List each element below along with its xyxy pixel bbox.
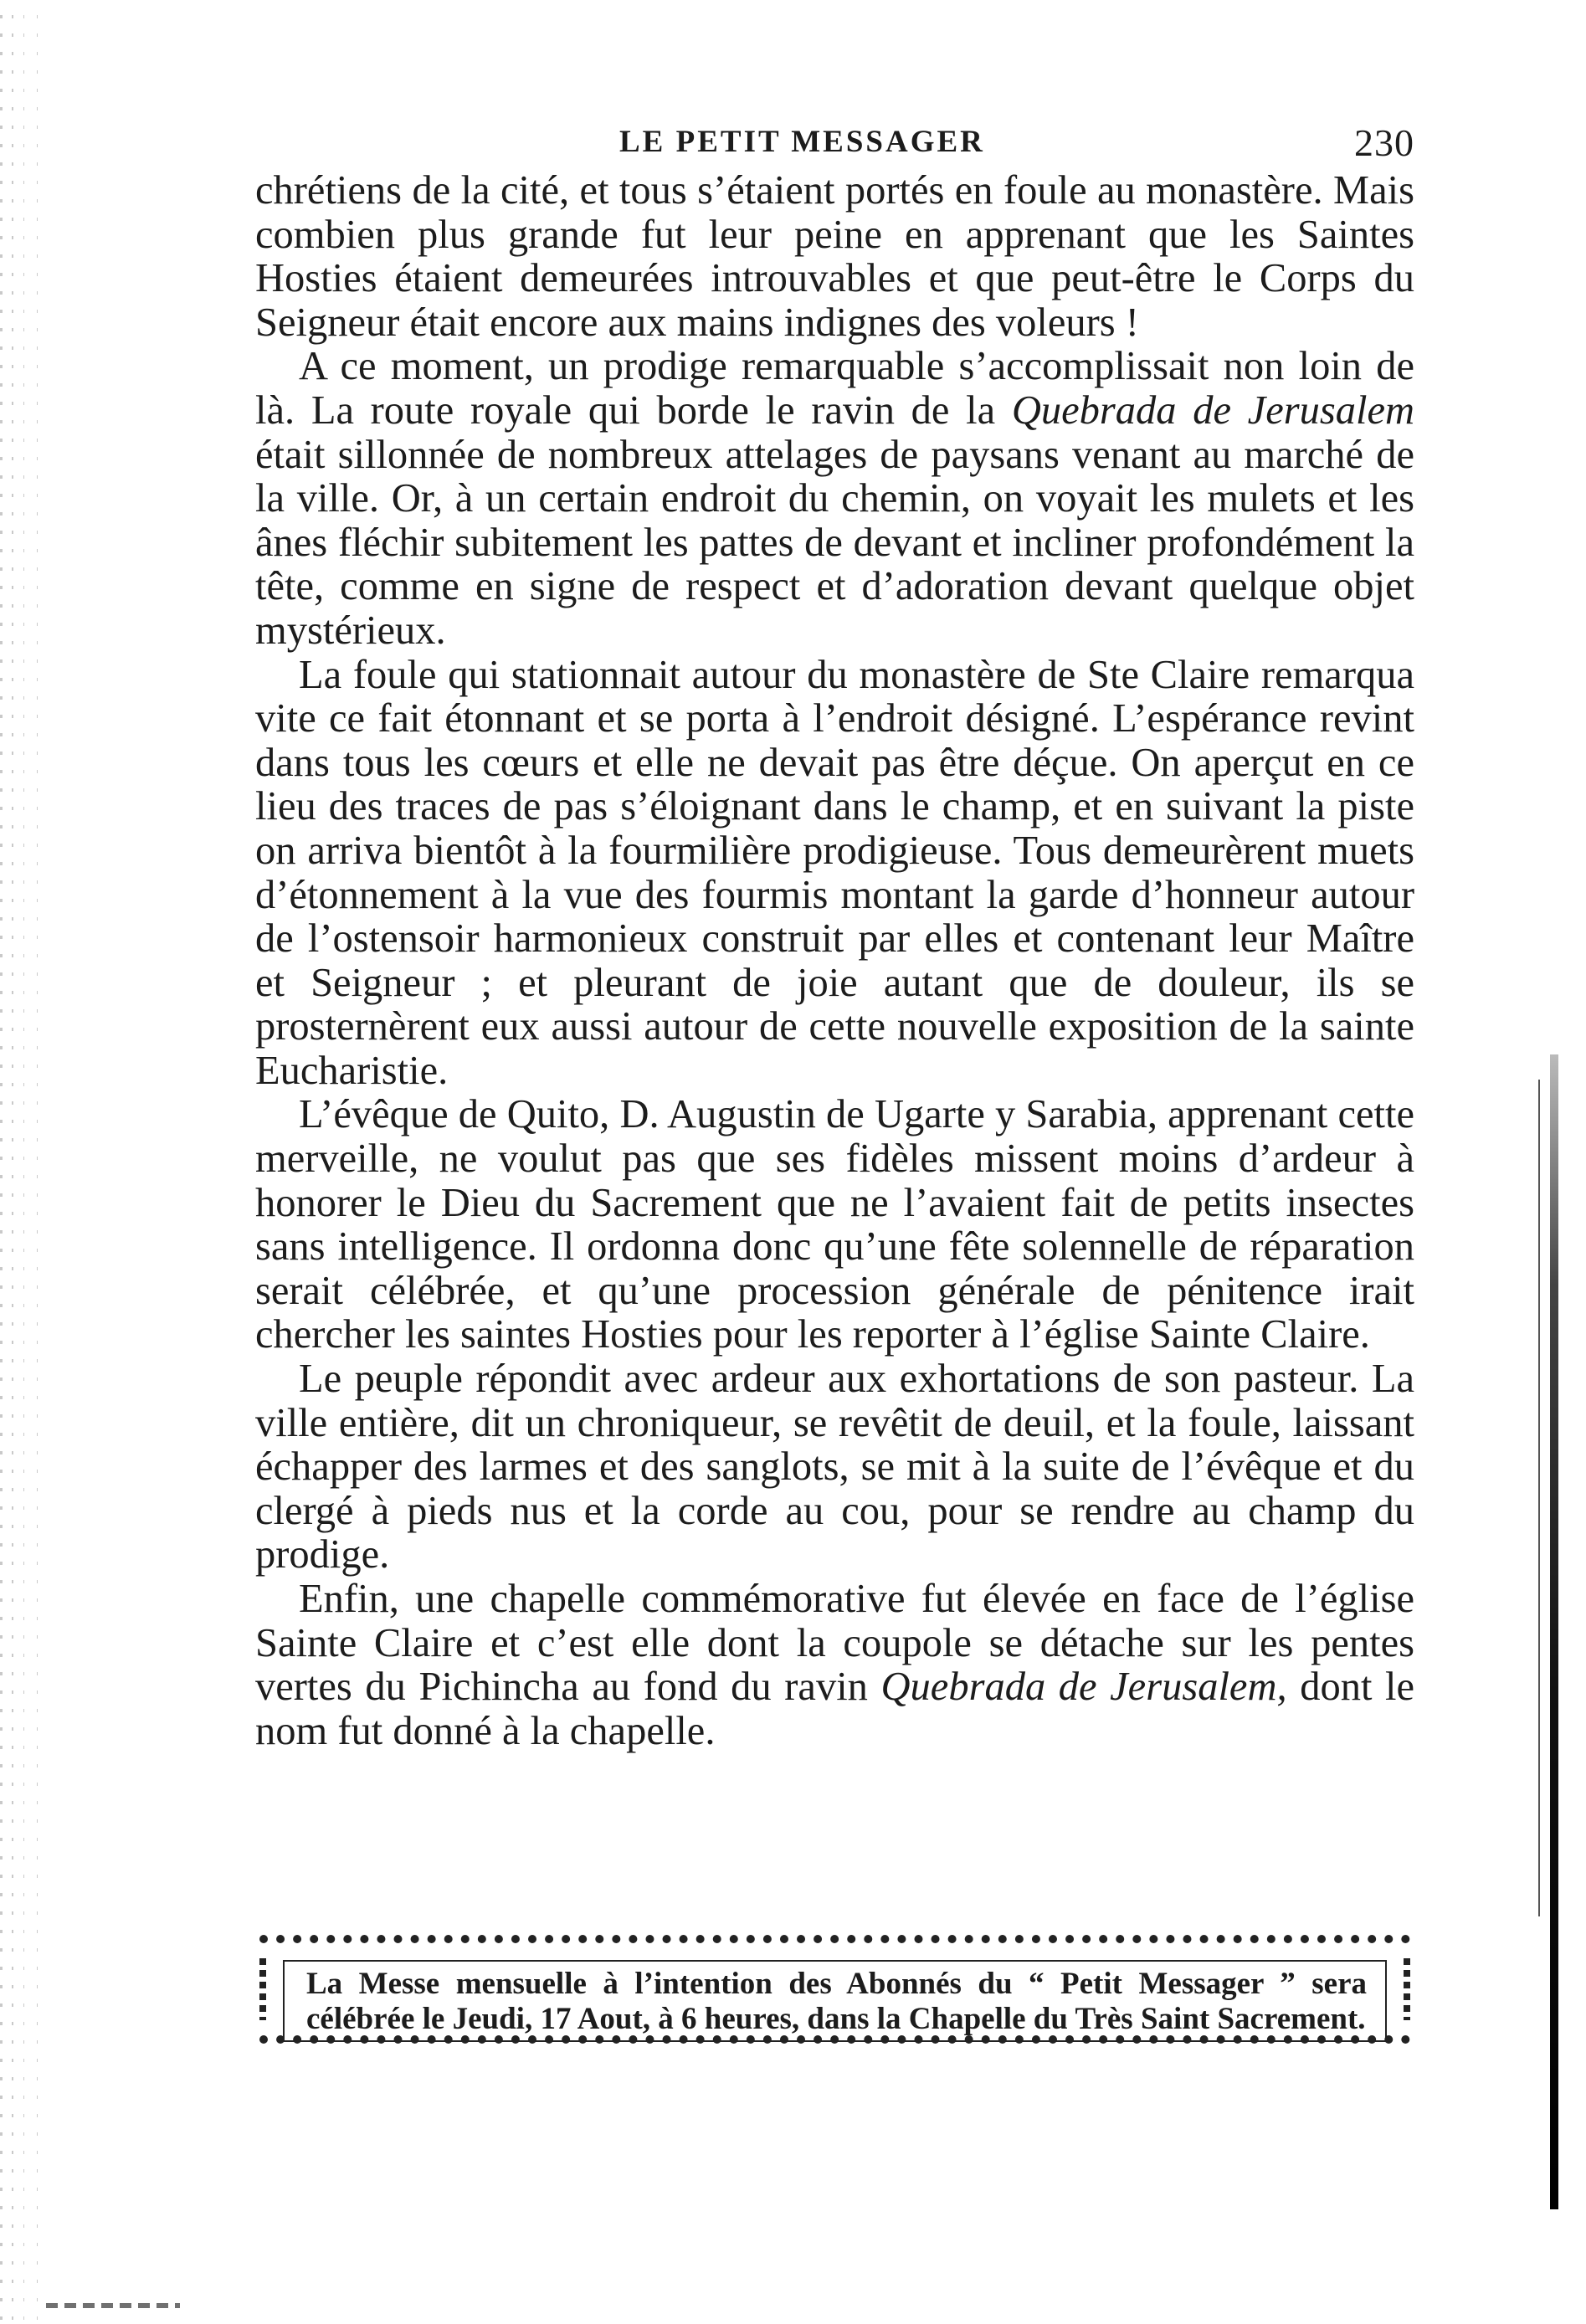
scan-edge-left xyxy=(0,0,75,2324)
paragraph-2-text-b: était sillonnée de nombreux attelages de paysans venant au marché de la ville. Or, à un certain endroit du chemin, on voyait les mulets et les ânes fléchir subitement les pattes de devant et incliner profondément la tête, comme en signe de respect et d’adoration devant quelque objet mystérieux. xyxy=(255,432,1414,653)
paragraph-2-text-a: A ce moment, un prodige remarquable s’accomplissait non loin de là. La route royale qui borde le ravin de la xyxy=(255,344,1414,433)
page-header xyxy=(251,121,1414,166)
paragraph-4: L’évêque de Quito, D. Augustin de Ugarte y Sarabia, apprenant cette merveille, ne voulut pas que ses fidèles missent moins d’ardeur à honorer le Dieu du Sacrement que ne l’avaient fait de petits insectes sans intelligence. Il ordonna donc qu’une fête solennelle de réparation serait célébrée, et qu’une procession générale de pénitence irait chercher les saintes Hosties pour les reporter à l’église Sainte Claire. xyxy=(255,1092,1414,1357)
place-name-italic: Quebrada de Jerusalem xyxy=(1011,387,1415,433)
mass-notice-box xyxy=(259,1935,1410,2044)
paragraph-5: Le peuple répondit avec ardeur aux exhortations de son pasteur. La ville entière, dit un chroniqueur, se revêtit de deuil, et la foule, laissant échapper des larmes et des sanglots, se mit à la suite de l’évêque et du clergé à pieds nus et la corde au cou, pour se rendre au champ du prodige. xyxy=(255,1357,1414,1578)
paragraph-6 xyxy=(255,1578,1414,1753)
place-name-italic: Quebrada de Jerusalem, xyxy=(880,1665,1287,1710)
scan-edge-right-line xyxy=(1538,1080,1540,1916)
paragraph-2 xyxy=(255,345,1414,653)
mass-notice-text: La Messe mensuelle à l’intention des Abonnés du “ Petit Messager ” sera célébrée le Jeudi, 17 Aout, à 6 heures, dans la Chapelle du Très Saint Sacrement. xyxy=(283,1960,1387,2042)
page-number: 230 xyxy=(1354,121,1414,164)
scan-edge-right xyxy=(1550,1054,1558,2209)
paragraph-1: chrétiens de la cité, et tous s’étaient portés en foule au monastère. Mais combien plus grande fut leur peine en apprenant que les Saintes Hosties étaient demeurées introuvables et que peut-être le Corps du Seigneur était encore aux mains indignes des voleurs ! xyxy=(255,168,1414,345)
running-title: LE PETIT MESSAGER xyxy=(619,125,985,159)
paragraph-3: La foule qui stationnait autour du monastère de Ste Claire remarqua vite ce fait étonnant et se porta à l’endroit désigné. L’espérance revint dans tous les cœurs et elle ne devait pas être déçue. On aperçut en ce lieu des traces de pas s’éloignant dans le champ, et en suivant la piste on arriva bientôt à la fourmilière prodigieuse. Tous demeurèrent muets d’étonnement à la vue des fourmis montant la garde d’honneur autour de l’ostensoir harmonieux construit par elles et contenant leur Maître et Seigneur ; et pleurant de joie autant que de douleur, ils se prosternèrent eux aussi autour de cette nouvelle exposition de la sainte Eucharistie. xyxy=(255,652,1414,1093)
scan-smudge xyxy=(46,2303,180,2308)
paragraph-6-text-a: Enfin, une chapelle commémorative fut élevée en face de l’église Sainte Claire et c’est elle dont la coupole se détache sur les pentes vertes du Pichincha au fond du ravin xyxy=(255,1577,1414,1710)
paragraph-6-text-b: dont le nom fut donné à la chapelle. xyxy=(255,1665,1415,1753)
article-body xyxy=(255,169,1414,1753)
